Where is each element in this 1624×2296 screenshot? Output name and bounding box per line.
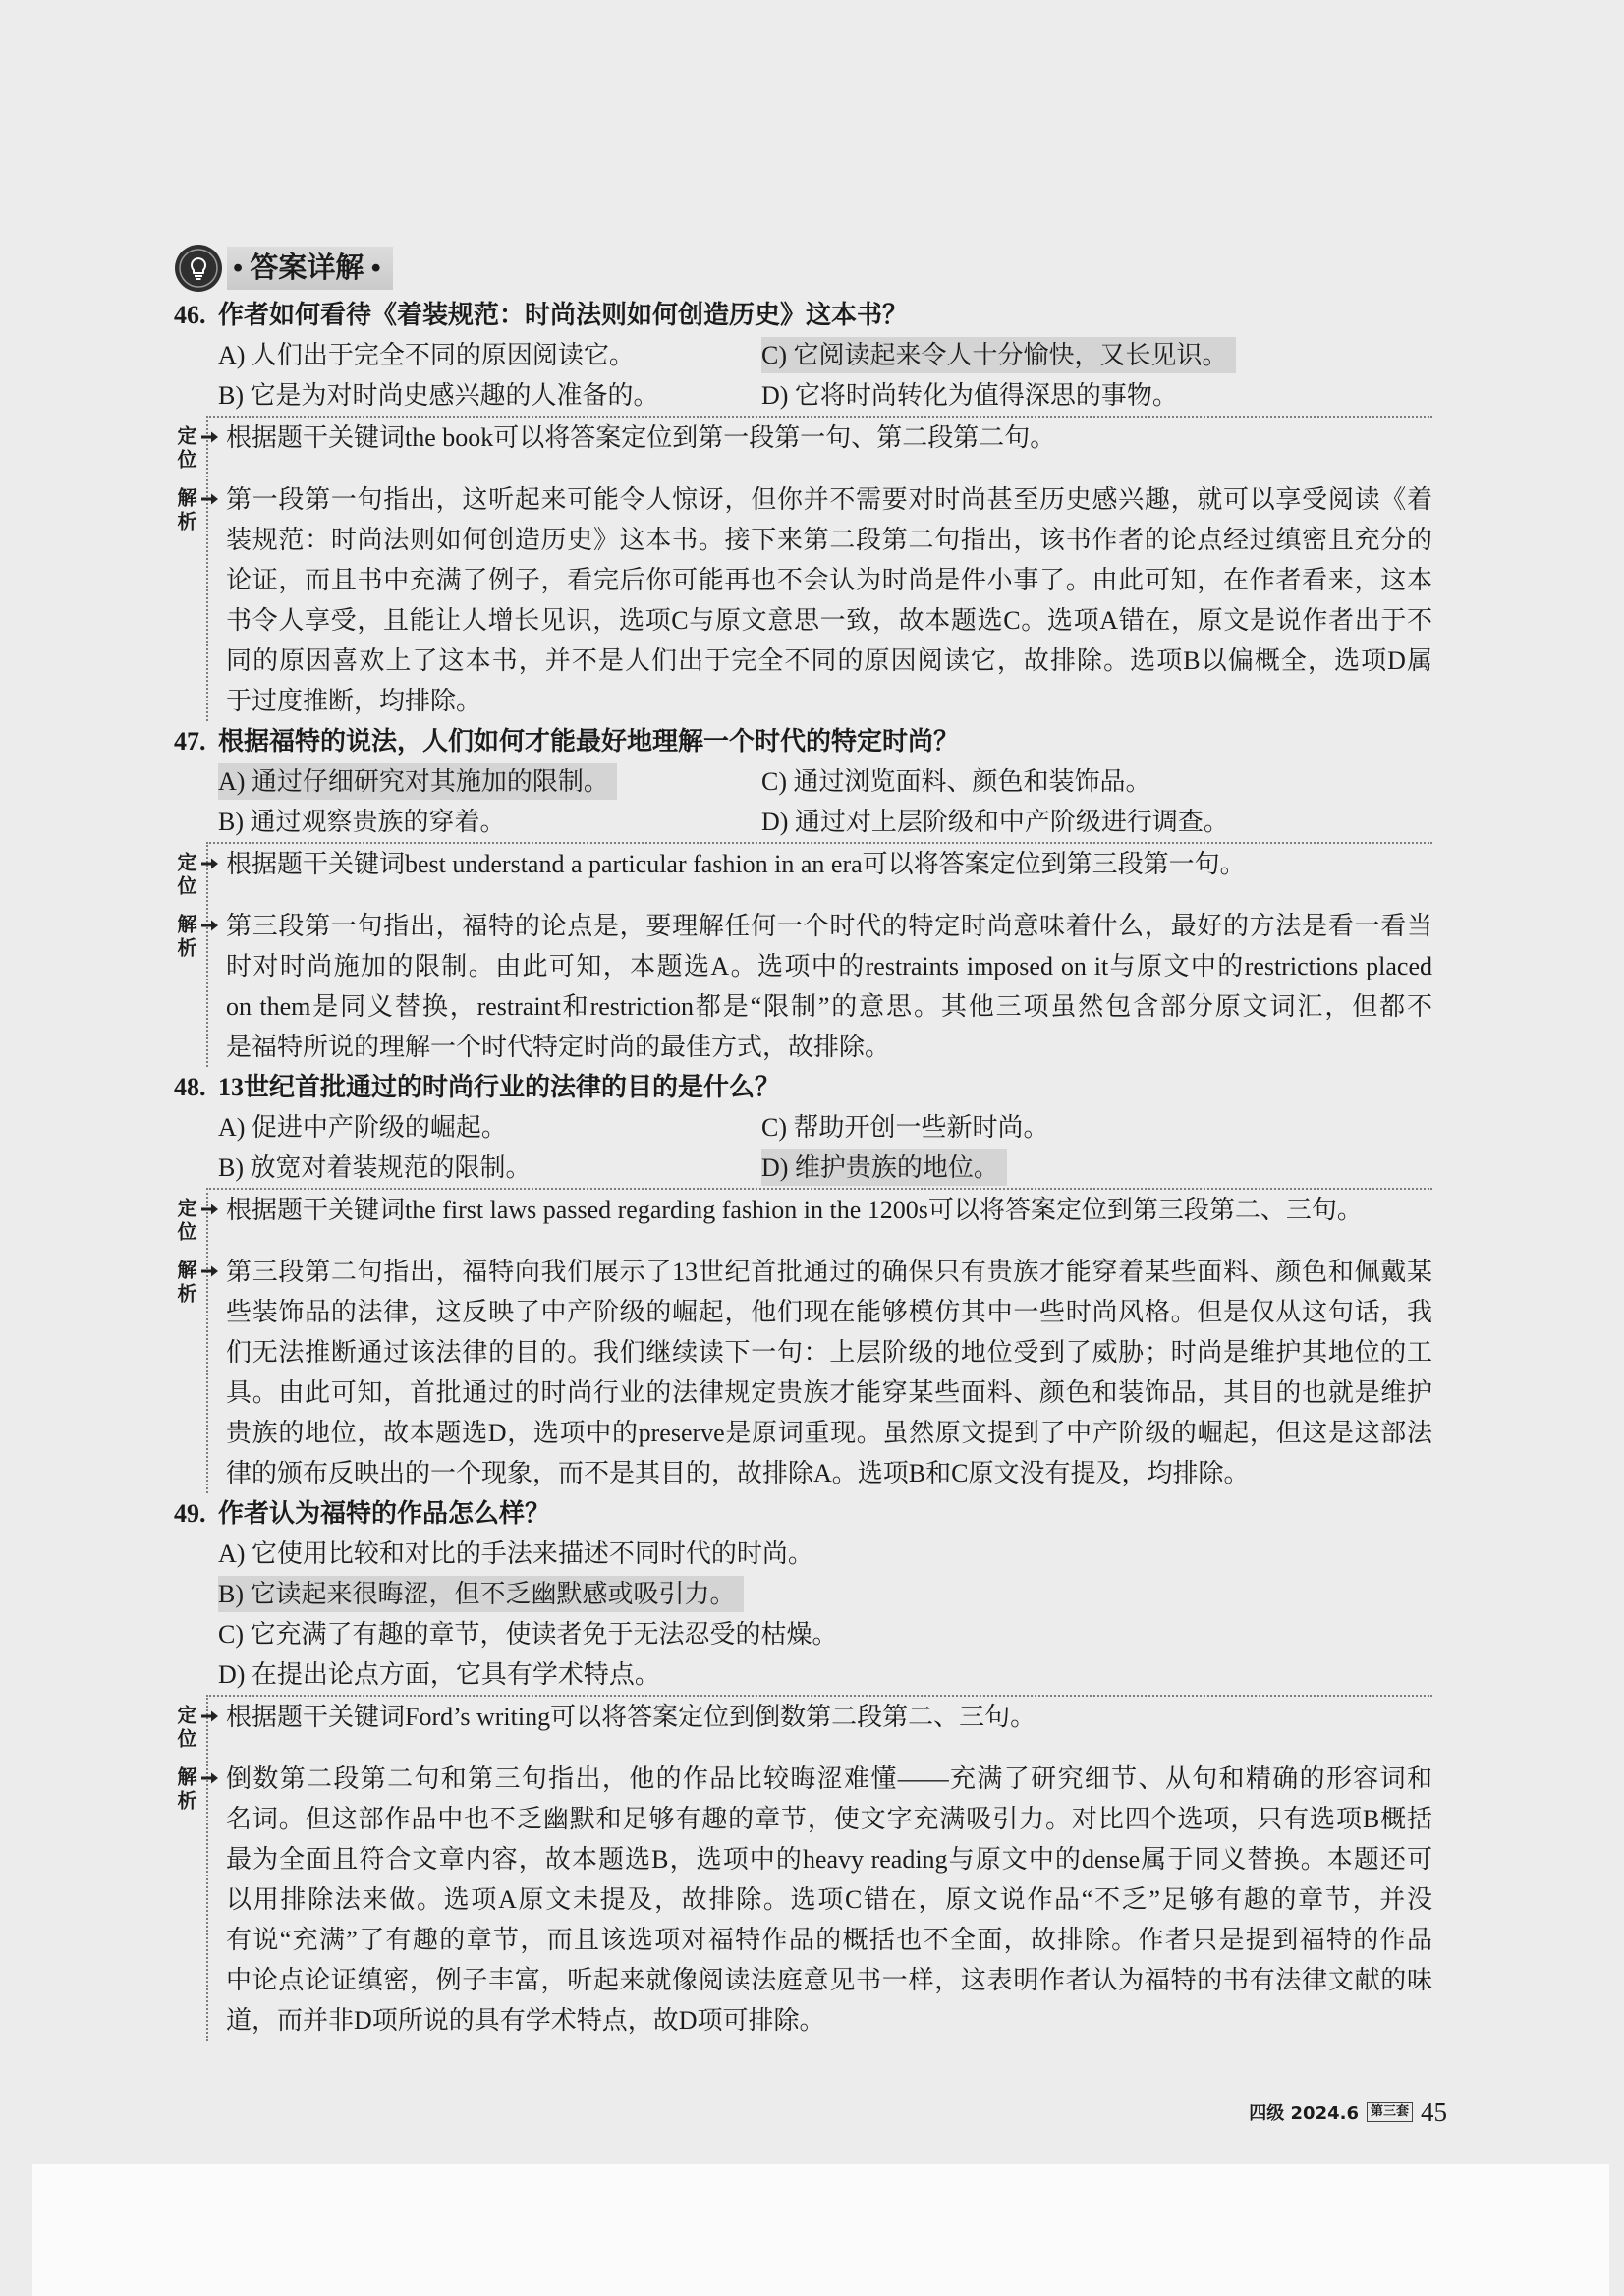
analysis-line: 第三段第二句指出，福特向我们展示了13世纪首批通过的确保只有贵族才能穿着某些面料、颜色和佩戴某 — [226, 1258, 1432, 1286]
question-number: 48. — [174, 1073, 206, 1101]
question-text: 作者如何看待《着装规范：时尚法则如何创造历史》这本书？ — [218, 301, 909, 329]
option-text: D) 维护贵族的地位。 — [761, 1149, 1007, 1186]
explanation-block — [174, 1695, 1432, 2041]
lightbulb-icon — [174, 244, 223, 293]
analysis-line: 时对时尚施加的限制。由此可知，本题选A。选项中的restraints imposed on it与原文中的restrictions placed — [226, 952, 1432, 980]
arrow-right-icon — [201, 857, 219, 870]
question-stem — [174, 295, 1432, 335]
analysis-line: 倒数第二段第二句和第三句指出，他的作品比较晦涩难懂——充满了研究细节、从句和精确的形容词和 — [226, 1764, 1432, 1793]
option-d — [761, 802, 1432, 842]
question-stem — [174, 721, 1432, 761]
arrow-right-icon — [201, 919, 219, 932]
question-49 — [174, 1493, 1432, 2041]
locate-text: 根据题干关键词Ford’s writing可以将答案定位到倒数第二段第二、三句。 — [226, 1703, 1036, 1731]
option-text: C) 它充满了有趣的章节，使读者免于无法忍受的枯燥。 — [218, 1620, 838, 1649]
option-b — [218, 802, 761, 842]
option-d — [218, 1654, 1432, 1695]
analysis-line: 贵族的地位，故本题选D，选项中的preserve是原词重现。虽然原文提到了中产阶级的崛起，但这是这部法 — [226, 1419, 1432, 1447]
option-b — [218, 1574, 1432, 1614]
locate-block — [174, 844, 1432, 899]
option-d — [761, 1148, 1432, 1188]
option-text: B) 它读起来很晦涩，但不乏幽默感或吸引力。 — [218, 1576, 744, 1612]
question-stem — [174, 1067, 1432, 1107]
locate-text: 根据题干关键词best understand a particular fashion in an era可以将答案定位到第三段第一句。 — [226, 850, 1246, 878]
option-text: D) 它将时尚转化为值得深思的事物。 — [761, 381, 1178, 410]
analysis-line: 名词。但这部作品中也不乏幽默和足够有趣的章节，使文字充满吸引力。对比四个选项，只有选项B概括 — [226, 1805, 1432, 1833]
analysis-line: 最为全面且符合文章内容，故本题选B，选项中的heavy reading与原文中的dense属于同义替换。本题还可 — [226, 1845, 1432, 1874]
analysis-line: on them是同义替换，restraint和restriction都是“限制”的意思。其他三项虽然包含部分原文词汇，但都不 — [226, 992, 1432, 1021]
locate-label: 定位 — [174, 425, 196, 473]
page-number: 45 — [1421, 2097, 1447, 2127]
page-bottom-strip — [32, 2164, 1609, 2296]
analysis-line: 具。由此可知，首批通过的时尚行业的法律规定贵族才能穿某些面料、颜色和装饰品，其目的也就是维护 — [226, 1378, 1432, 1407]
analysis-line: 第三段第一句指出，福特的论点是，要理解任何一个时代的特定时尚意味着什么，最好的方法是看一看当 — [226, 912, 1432, 940]
option-text: A) 通过仔细研究对其施加的限制。 — [218, 763, 617, 800]
option-text: D) 通过对上层阶级和中产阶级进行调查。 — [761, 808, 1229, 836]
option-a — [218, 335, 761, 375]
analysis-label: 解析 — [174, 487, 196, 534]
arrow-right-icon — [201, 1771, 219, 1785]
arrow-right-icon — [201, 1709, 219, 1723]
analysis-block — [174, 1252, 1432, 1493]
page-footer — [1249, 2093, 1447, 2132]
section-title: • 答案详解 • — [227, 247, 393, 290]
analysis-line: 是福特所说的理解一个时代特定时尚的最佳方式，故排除。 — [226, 1033, 891, 1061]
analysis-line: 些装饰品的法律，这反映了中产阶级的崛起，他们现在能够模仿其中一些时尚风格。但是仅从这句话，我 — [226, 1298, 1432, 1326]
option-text: A) 促进中产阶级的崛起。 — [218, 1113, 507, 1142]
question-number: 46. — [174, 301, 206, 329]
explanation-block — [174, 416, 1432, 721]
option-c — [761, 761, 1432, 802]
question-text: 作者认为福特的作品怎么样？ — [218, 1499, 551, 1528]
options — [174, 1107, 1432, 1188]
question-text: 根据福特的说法，人们如何才能最好地理解一个时代的特定时尚？ — [218, 727, 960, 756]
analysis-line: 装规范：时尚法则如何创造历史》这本书。接下来第二段第二句指出，该书作者的论点经过缜密且充分的 — [226, 526, 1432, 554]
analysis-label: 解析 — [174, 1766, 196, 1814]
locate-text: 根据题干关键词the book可以将答案定位到第一段第一句、第二段第二句。 — [226, 423, 1056, 452]
analysis-label: 解析 — [174, 914, 196, 961]
locate-block — [174, 1697, 1432, 1752]
option-b — [218, 1148, 761, 1188]
question-47 — [174, 721, 1432, 1067]
set-badge: 第三套 — [1367, 2102, 1413, 2122]
option-d — [761, 375, 1432, 416]
analysis-line: 道，而并非D项所说的具有学术特点，故D项可排除。 — [226, 2006, 825, 2035]
locate-block — [174, 418, 1432, 473]
arrow-right-icon — [201, 1264, 219, 1278]
arrow-right-icon — [201, 1203, 219, 1216]
option-text: A) 人们出于完全不同的原因阅读它。 — [218, 341, 635, 369]
option-c — [218, 1614, 1432, 1654]
option-text: D) 在提出论点方面，它具有学术特点。 — [218, 1660, 660, 1689]
locate-text: 根据题干关键词the first laws passed regarding fashion in the 1200s可以将答案定位到第三段第二、三句。 — [226, 1196, 1363, 1224]
option-text: A) 它使用比较和对比的手法来描述不同时代的时尚。 — [218, 1540, 813, 1568]
analysis-line: 有说“充满”了有趣的章节，而且该选项对福特作品的概括也不全面，故排除。作者只是提到福特的作品 — [226, 1926, 1432, 1954]
analysis-line: 中论点论证缜密，例子丰富，听起来就像阅读法庭意见书一样，这表明作者认为福特的书有法律文献的味 — [226, 1966, 1432, 1994]
analysis-line: 以用排除法来做。选项A原文未提及，故排除。选项C错在，原文说作品“不乏”足够有趣的章节，并没 — [226, 1885, 1432, 1914]
options — [174, 335, 1432, 416]
option-a — [218, 761, 761, 802]
question-stem — [174, 1493, 1432, 1534]
analysis-block — [174, 479, 1432, 721]
analysis-line: 书令人享受，且能让人增长见识，选项C与原文意思一致，故本题选C。选项A错在，原文是说作者出于不 — [226, 606, 1432, 635]
option-c — [761, 335, 1432, 375]
option-c — [761, 1107, 1432, 1148]
answer-explanations — [174, 241, 1432, 2041]
analysis-block — [174, 1759, 1432, 2041]
exam-info: 四级 2024.6 — [1249, 2103, 1359, 2124]
question-number: 49. — [174, 1499, 206, 1528]
analysis-line: 律的颁布反映出的一个现象，而不是其目的，故排除A。选项B和C原文没有提及，均排除。 — [226, 1459, 1250, 1487]
analysis-line: 第一段第一句指出，这听起来可能令人惊讶，但你并不需要对时尚甚至历史感兴趣，就可以享受阅读《着 — [226, 485, 1432, 514]
option-text: B) 放宽对着装规范的限制。 — [218, 1153, 532, 1182]
analysis-line: 于过度推断，均排除。 — [226, 687, 482, 715]
question-number: 47. — [174, 727, 206, 756]
explanation-block — [174, 1188, 1432, 1493]
arrow-right-icon — [201, 430, 219, 444]
arrow-right-icon — [201, 492, 219, 506]
option-text: B) 通过观察贵族的穿着。 — [218, 808, 506, 836]
analysis-line: 论证，而且书中充满了例子，看完后你可能再也不会认为时尚是件小事了。由此可知，在作者看来，这本 — [226, 566, 1432, 594]
section-header — [174, 241, 1432, 295]
option-a — [218, 1534, 1432, 1574]
locate-block — [174, 1190, 1432, 1245]
analysis-label: 解析 — [174, 1260, 196, 1307]
option-text: C) 通过浏览面料、颜色和装饰品。 — [761, 767, 1151, 796]
option-text: C) 帮助开创一些新时尚。 — [761, 1113, 1049, 1142]
option-text: B) 它是为对时尚史感兴趣的人准备的。 — [218, 381, 659, 410]
analysis-line: 们无法推断通过该法律的目的。我们继续读下一句：上层阶级的地位受到了威胁；时尚是维护其地位的工 — [226, 1338, 1432, 1367]
locate-label: 定位 — [174, 852, 196, 899]
option-a — [218, 1107, 761, 1148]
options — [174, 1534, 1432, 1695]
locate-label: 定位 — [174, 1705, 196, 1752]
locate-label: 定位 — [174, 1198, 196, 1245]
question-48 — [174, 1067, 1432, 1493]
option-b — [218, 375, 761, 416]
question-46 — [174, 295, 1432, 721]
option-text: C) 它阅读起来令人十分愉快，又长见识。 — [761, 337, 1236, 373]
question-text: 13世纪首批通过的时尚行业的法律的目的是什么？ — [218, 1073, 781, 1101]
analysis-block — [174, 906, 1432, 1067]
analysis-line: 同的原因喜欢上了这本书，并不是人们出于完全不同的原因阅读它，故排除。选项B以偏概全，选项D属 — [226, 646, 1432, 675]
explanation-block — [174, 842, 1432, 1067]
options — [174, 761, 1432, 842]
